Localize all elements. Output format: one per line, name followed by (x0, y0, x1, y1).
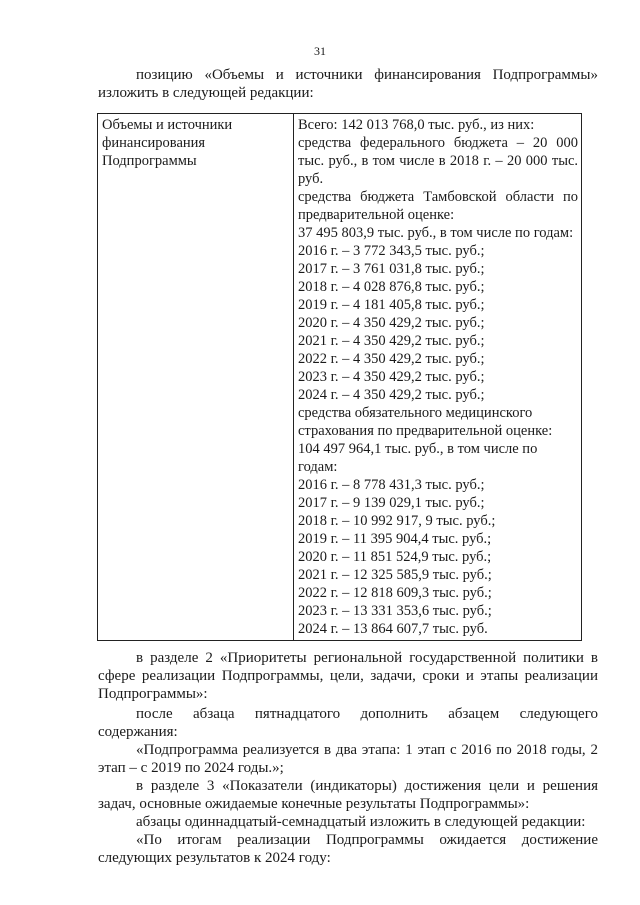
oms-year: 2019 г. – 11 395 904,4 тыс. руб.; (298, 531, 492, 547)
oms-total: 104 497 964,1 тыс. руб., в том числе по годам: (298, 441, 538, 475)
section-2-paragraph: в разделе 2 «Приоритеты региональной государственной политики в сфере реализации Подпрограммы, цели, задачи, сроки и этапы реализации Подпрограммы»: (98, 650, 598, 702)
oms-year: 2024 г. – 13 864 607,7 тыс. руб. (298, 621, 488, 637)
oms-year: 2023 г. – 13 331 353,6 тыс. руб.; (298, 603, 492, 619)
regional-year: 2020 г. – 4 350 429,2 тыс. руб.; (298, 315, 485, 331)
results-quote: «По итогам реализации Подпрограммы ожидается достижение следующих результатов к 2024 году: (98, 832, 598, 866)
add-paragraph-instruction: после абзаца пятнадцатого дополнить абзацем следующего содержания: (98, 706, 598, 740)
regional-year: 2016 г. – 3 772 343,5 тыс. руб.; (298, 243, 485, 259)
intro-paragraph: позицию «Объемы и источники финансирования Подпрограммы» изложить в следующей редакции: (98, 67, 598, 101)
regional-year: 2022 г. – 4 350 429,2 тыс. руб.; (298, 351, 485, 367)
federal-line: средства федерального бюджета – 20 000 тыс. руб., в том числе в 2018 г. – 20 000 тыс. руб. (298, 135, 578, 187)
table-row (98, 114, 582, 641)
oms-year: 2022 г. – 12 818 609,3 тыс. руб.; (298, 585, 492, 601)
oms-year: 2016 г. – 8 778 431,3 тыс. руб.; (298, 477, 485, 493)
page-number: 31 (314, 44, 326, 58)
regional-year: 2024 г. – 4 350 429,2 тыс. руб.; (298, 387, 485, 403)
oms-year: 2018 г. – 10 992 917, 9 тыс. руб.; (298, 513, 496, 529)
regional-total: 37 495 803,9 тыс. руб., в том числе по годам: (298, 225, 574, 241)
total-line: Всего: 142 013 768,0 тыс. руб., из них: (298, 117, 535, 133)
financing-table (97, 113, 582, 641)
regional-year: 2021 г. – 4 350 429,2 тыс. руб.; (298, 333, 485, 349)
section-3-paragraph: в разделе 3 «Показатели (индикаторы) достижения цели и решения задач, основные ожидаемые конечные результаты Подпрограммы»: (98, 778, 598, 812)
oms-year: 2021 г. – 12 325 585,9 тыс. руб.; (298, 567, 492, 583)
table-content-cell (294, 114, 582, 641)
regional-year: 2023 г. – 4 350 429,2 тыс. руб.; (298, 369, 485, 385)
stages-quote: «Подпрограмма реализуется в два этапа: 1 этап с 2016 по 2018 годы, 2 этап – с 2019 по 2024 годы.»; (98, 742, 598, 776)
regional-year: 2019 г. – 4 181 405,8 тыс. руб.; (298, 297, 485, 313)
regional-intro: средства бюджета Тамбовской области по предварительной оценке: (298, 189, 578, 223)
table-label-cell (98, 114, 294, 641)
table-label: Объемы и источники финансирования Подпрограммы (102, 117, 233, 169)
regional-year: 2017 г. – 3 761 031,8 тыс. руб.; (298, 261, 485, 277)
restate-instruction: абзацы одиннадцатый-семнадцатый изложить в следующей редакции: (136, 814, 586, 830)
oms-year: 2017 г. – 9 139 029,1 тыс. руб.; (298, 495, 485, 511)
oms-intro: средства обязательного медицинского страхования по предварительной оценке: (298, 405, 553, 439)
regional-year: 2018 г. – 4 028 876,8 тыс. руб.; (298, 279, 485, 295)
oms-year: 2020 г. – 11 851 524,9 тыс. руб.; (298, 549, 492, 565)
